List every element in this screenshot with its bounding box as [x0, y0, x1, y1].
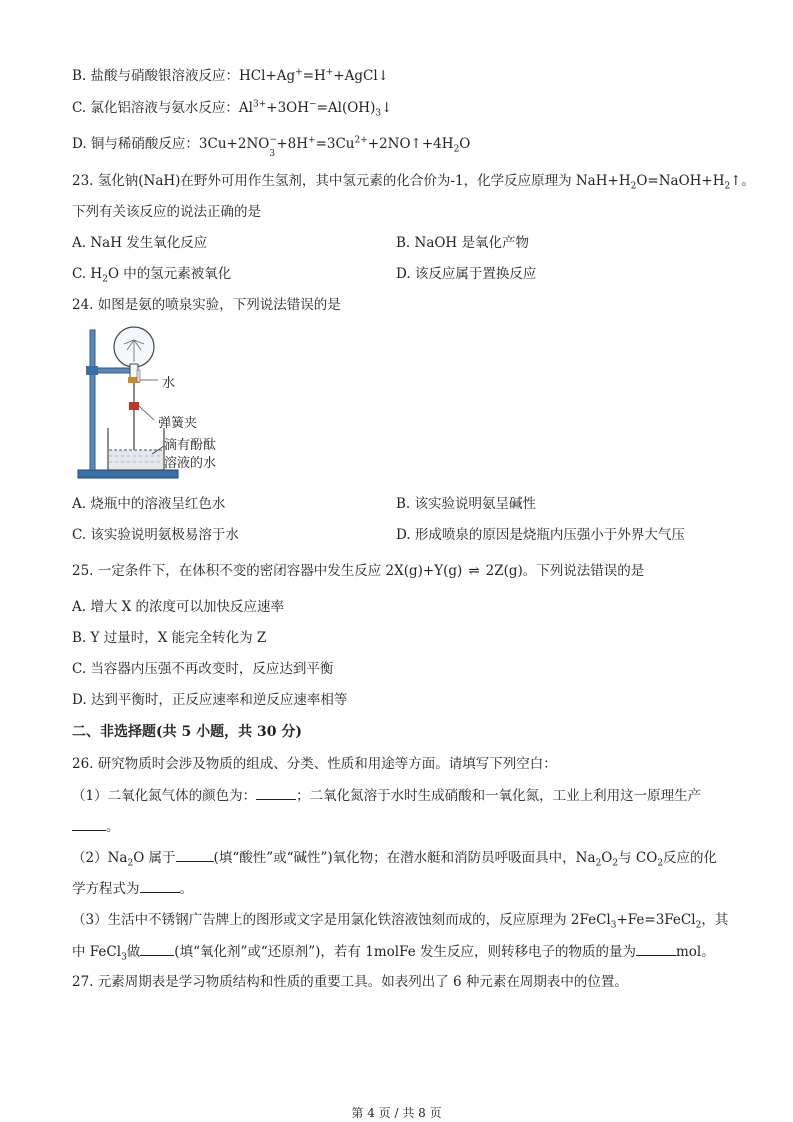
- q24-option-c: C. 该实验说明氨极易溶于水: [72, 527, 239, 543]
- q26-part1-line1: （1）二氧化氮气体的颜色为： ；二氧化氮溶于水时生成硝酸和一氧化氮，工业上利用这一原理生产: [72, 785, 701, 806]
- q23-option-c: C. $H_2O$ 中的氢元素被氧化: [72, 266, 232, 285]
- q26-part3-line1: （3）生活中不锈钢广告牌上的图形或文字是用氯化铁溶液蚀刻而成的，反应原理为 2FeCl$_3$+Fe=3FeCl$_2$，其: [72, 912, 729, 931]
- q24-option-d: D. 形成喷泉的原因是烧瓶内压强小于外界大气压: [396, 527, 685, 543]
- q22-option-d: D. 铜与稀硝酸反应：3Cu+2NO − 3 $+8H^+=3Cu^{2+}+2NO↑+4H_2O$: [72, 135, 471, 159]
- q24-stem: 24. 如图是氨的喷泉实验，下列说法错误的是: [72, 297, 341, 313]
- answer-blank[interactable]: [636, 941, 676, 956]
- fig-label-clamp: 弹簧夹: [158, 416, 198, 431]
- q27-stem: 27. 元素周期表是学习物质结构和性质的重要工具。如表列出了 6 种元素在周期表中的位置。: [72, 974, 628, 990]
- q26-part2-line1: $(2)Na_2O$ 属于 (填“酸性”或“碱性”)氧化物；在潜水艇和消防员呼吸面具中，$Na_2O_2$与 $CO_2$反应的化: [72, 847, 717, 868]
- q23-option-d: D. 该反应属于置换反应: [396, 266, 537, 282]
- q26-part1-line2: 。: [72, 816, 120, 837]
- q23-option-a: A. NaH 发生氧化反应: [72, 235, 208, 251]
- fountain-apparatus-icon: [72, 322, 242, 482]
- q23-stem-line2: 下列有关该反应的说法正确的是: [72, 204, 261, 220]
- answer-blank[interactable]: [72, 816, 106, 831]
- q26-stem: 26. 研究物质时会涉及物质的组成、分类、性质和用途等方面。请填写下列空白：: [72, 756, 557, 772]
- q26-part2-line2: 学方程式为 。: [72, 878, 193, 899]
- answer-blank[interactable]: [140, 878, 180, 893]
- fig-label-phenolphthalein-2: 溶液的水: [164, 456, 217, 471]
- q25-option-b: B. Y 过量时，X 能完全转化为 Z: [72, 630, 267, 646]
- equilibrium-arrow-icon: ⇌: [468, 563, 480, 579]
- q25-stem: 25. 一定条件下，在体积不变的密闭容器中发生反应 2X(g)+Y(g) ⇌ 2Z(g)。下列说法错误的是: [72, 563, 645, 579]
- q25-option-c: C. 当容器内压强不再改变时，反应达到平衡: [72, 661, 334, 677]
- fig-label-water: 水: [162, 376, 176, 391]
- q22-option-c: C. 氯化铝溶液与氨水反应：$Al^{3+}+3OH^-=Al(OH)_3↓$: [72, 99, 393, 119]
- q22-option-b: B. 盐酸与硝酸银溶液反应：HCl+Ag+=H++AgCl↓: [72, 67, 389, 84]
- answer-blank[interactable]: [140, 941, 174, 956]
- q25-option-d: D. 达到平衡时，正反应速率和逆反应速率相等: [72, 692, 348, 708]
- q25-option-a: A. 增大 X 的浓度可以加快反应速率: [72, 599, 285, 615]
- q23-option-b: B. NaOH 是氧化产物: [396, 235, 529, 251]
- q26-part3-line2: 中 FeCl$_3$做 (填“氧化剂”或“还原剂”)，若有 1molFe 发生反应，则转移电子的物质的量为 mol。: [72, 941, 715, 962]
- q24-option-a: A. 烧瓶中的溶液呈红色水: [72, 496, 226, 512]
- q23-stem-line1: 23. 氢化钠(NaH)在野外可用作生氢剂，其中氢元素的化合价为-1，化学反应原理为 $NaH+H_2O=NaOH+H_2↑$。: [72, 173, 756, 192]
- fig-label-phenolphthalein-1: 滴有酚酞: [164, 438, 217, 453]
- fountain-experiment-figure: [72, 322, 242, 482]
- section-heading: 二、非选择题(共 5 小题，共 30 分): [72, 724, 302, 740]
- page-footer: 第 4 页 / 共 8 页: [351, 1106, 442, 1120]
- answer-blank[interactable]: [256, 785, 296, 800]
- q24-option-b: B. 该实验说明氨呈碱性: [396, 496, 537, 512]
- answer-blank[interactable]: [176, 847, 214, 862]
